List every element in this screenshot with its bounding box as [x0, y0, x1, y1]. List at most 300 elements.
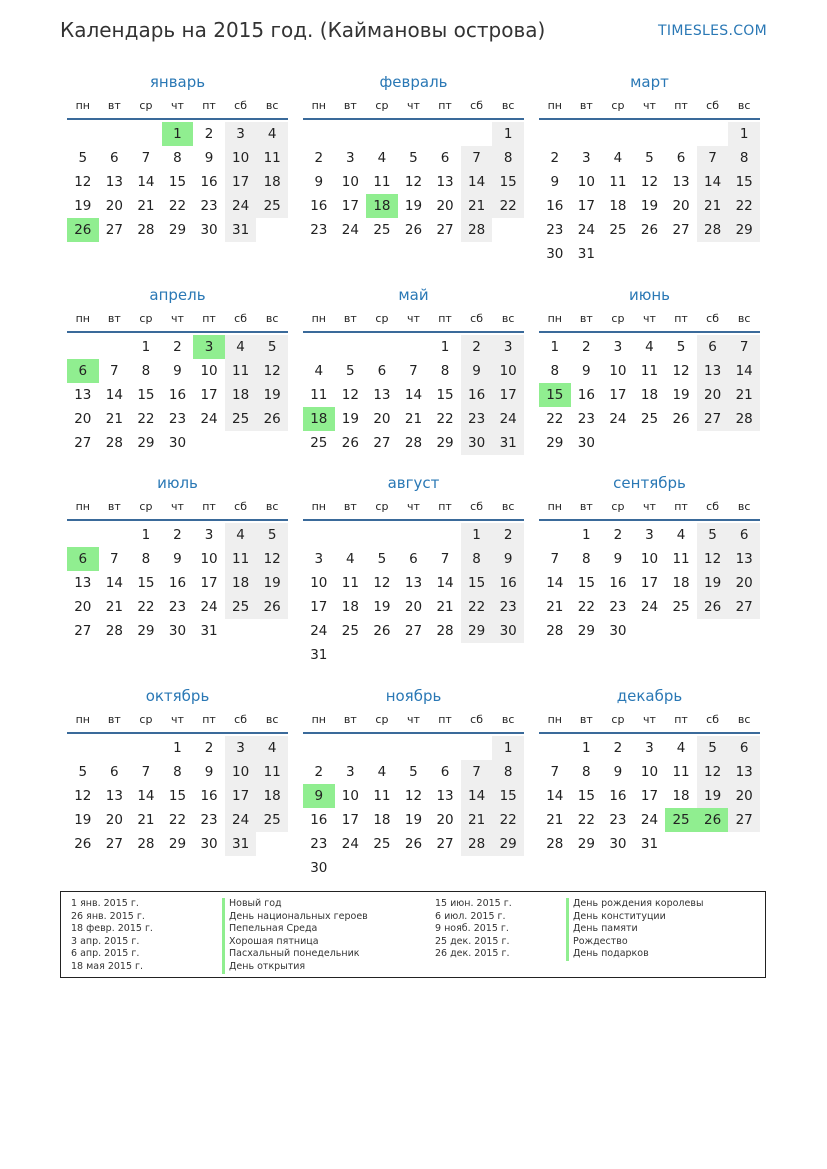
- day-cell: 26: [67, 218, 99, 242]
- day-cell: 3: [204, 527, 214, 543]
- day-cell: 26: [341, 435, 359, 451]
- day-cell: 23: [200, 198, 218, 214]
- day-cell: 1: [550, 339, 560, 355]
- day-cell: 9: [550, 174, 560, 190]
- legend-names-1: [222, 898, 368, 974]
- day-cell: 3: [193, 335, 225, 359]
- empty-cell: [539, 523, 571, 547]
- day-cell: 8: [141, 363, 151, 379]
- day-cell: 6: [67, 359, 99, 383]
- day-cell: 30: [492, 619, 524, 643]
- day-cell: 15: [492, 784, 524, 808]
- day-cell: 10: [577, 174, 595, 190]
- day-cell: 29: [436, 435, 454, 451]
- day-cell: 21: [105, 599, 123, 615]
- empty-cell: [398, 335, 430, 359]
- day-cell: 2: [204, 126, 214, 142]
- weekday-label: вс: [737, 312, 751, 325]
- day-cell: 1: [162, 122, 194, 146]
- day-cell: 27: [672, 222, 690, 238]
- empty-cell: [398, 122, 430, 146]
- holiday-legend: [60, 891, 766, 978]
- day-cell: 11: [341, 575, 359, 591]
- weekday-header: [539, 96, 760, 120]
- day-cell: 4: [256, 122, 288, 146]
- day-cell: 13: [373, 387, 391, 403]
- day-cell: 1: [141, 527, 151, 543]
- day-cell: 15: [577, 788, 595, 804]
- day-cell: 13: [105, 788, 123, 804]
- empty-cell: [398, 736, 430, 760]
- day-cell: 30: [168, 435, 187, 451]
- day-cell: 27: [728, 595, 760, 619]
- page-title: Календарь на 2015 год. (Каймановы острова): [60, 18, 546, 42]
- day-cell: 27: [404, 623, 423, 639]
- day-cell: 18: [225, 383, 257, 407]
- day-cell: 14: [546, 575, 564, 591]
- day-cell: 28: [436, 623, 454, 639]
- day-cell: 11: [225, 547, 257, 571]
- day-cell: 17: [341, 812, 359, 828]
- day-cell: 31: [577, 246, 595, 262]
- day-cell: 10: [341, 788, 359, 804]
- weekday-label: ср: [139, 713, 153, 726]
- day-cell: 18: [225, 571, 257, 595]
- day-cell: 28: [137, 222, 155, 238]
- day-cell: 21: [461, 194, 493, 218]
- day-cell: 2: [492, 523, 524, 547]
- day-cell: 12: [697, 760, 729, 784]
- day-cell: 12: [341, 387, 359, 403]
- day-cell: 9: [204, 764, 214, 780]
- day-cell: 24: [225, 808, 257, 832]
- weekday-label: пн: [311, 99, 326, 112]
- day-grid: [539, 122, 760, 266]
- day-cell: 19: [74, 812, 92, 828]
- day-cell: 13: [74, 575, 92, 591]
- weekday-header: [539, 497, 760, 521]
- empty-cell: [335, 335, 367, 359]
- day-cell: 14: [137, 788, 155, 804]
- day-cell: 9: [492, 547, 524, 571]
- day-cell: 22: [137, 599, 155, 615]
- day-cell: 12: [256, 547, 288, 571]
- day-cell: 22: [436, 411, 454, 427]
- day-cell: 19: [697, 571, 729, 595]
- day-cell: 23: [546, 222, 564, 238]
- day-cell: 23: [609, 599, 627, 615]
- weekday-label: пт: [438, 99, 452, 112]
- empty-cell: [99, 736, 131, 760]
- weekday-label: вс: [501, 500, 515, 513]
- day-cell: 26: [256, 595, 288, 619]
- weekday-label: чт: [407, 99, 420, 112]
- day-cell: 13: [74, 387, 92, 403]
- day-cell: 10: [640, 764, 659, 780]
- day-cell: 27: [436, 836, 454, 852]
- empty-cell: [634, 122, 666, 146]
- day-cell: 29: [137, 623, 155, 639]
- day-cell: 6: [728, 523, 760, 547]
- day-cell: 13: [672, 174, 690, 190]
- day-cell: 17: [577, 198, 595, 214]
- day-cell: 12: [256, 359, 288, 383]
- day-cell: 22: [577, 812, 595, 828]
- day-cell: 10: [225, 146, 257, 170]
- day-cell: 16: [168, 387, 187, 403]
- empty-cell: [539, 122, 571, 146]
- day-cell: 26: [256, 407, 288, 431]
- day-cell: 24: [640, 599, 659, 615]
- day-cell: 19: [640, 198, 659, 214]
- day-cell: 25: [341, 623, 359, 639]
- weekday-header: [67, 710, 288, 734]
- month-name: декабрь: [616, 687, 683, 705]
- weekday-label: ср: [139, 312, 153, 325]
- weekday-header: [539, 309, 760, 333]
- month-name: август: [387, 474, 440, 492]
- day-cell: 28: [546, 623, 564, 639]
- day-cell: 21: [137, 198, 155, 214]
- day-cell: 15: [137, 387, 155, 403]
- weekday-label: пн: [311, 312, 326, 325]
- day-cell: 16: [492, 571, 524, 595]
- day-cell: 17: [225, 784, 257, 808]
- weekday-header: [303, 497, 524, 521]
- empty-cell: [335, 523, 367, 547]
- day-cell: 8: [492, 760, 524, 784]
- weekday-header: [303, 710, 524, 734]
- day-cell: 24: [640, 812, 659, 828]
- day-cell: 11: [225, 359, 257, 383]
- day-cell: 9: [314, 174, 324, 190]
- weekday-label: вс: [737, 500, 751, 513]
- day-cell: 5: [377, 551, 387, 567]
- day-cell: 1: [141, 339, 151, 355]
- day-cell: 7: [110, 363, 119, 379]
- day-cell: 20: [436, 198, 454, 214]
- weekday-label: чт: [643, 312, 656, 325]
- weekday-label: вт: [107, 713, 121, 726]
- day-cell: 13: [404, 575, 423, 591]
- weekday-label: вт: [343, 99, 357, 112]
- day-cell: 7: [550, 551, 560, 567]
- weekday-label: ср: [375, 713, 389, 726]
- day-cell: 19: [697, 784, 729, 808]
- day-cell: 19: [341, 411, 359, 427]
- day-cell: 26: [640, 222, 659, 238]
- weekday-label: чт: [407, 713, 420, 726]
- weekday-label: пт: [202, 713, 216, 726]
- empty-cell: [461, 736, 493, 760]
- empty-cell: [429, 122, 461, 146]
- weekday-label: сб: [470, 312, 484, 325]
- day-cell: 3: [314, 551, 324, 567]
- day-cell: 2: [461, 335, 493, 359]
- legend-holiday-name: День открытия: [222, 961, 368, 974]
- day-cell: 25: [225, 407, 257, 431]
- day-cell: 23: [168, 411, 187, 427]
- day-cell: 17: [200, 387, 218, 403]
- weekday-label: вт: [579, 713, 593, 726]
- day-cell: 12: [672, 363, 690, 379]
- month-1: [67, 71, 288, 242]
- day-cell: 26: [74, 836, 92, 852]
- weekday-label: сб: [470, 500, 484, 513]
- day-cell: 6: [440, 150, 450, 166]
- day-grid: [67, 122, 288, 242]
- day-cell: 25: [256, 194, 288, 218]
- month-name: ноябрь: [385, 687, 442, 705]
- site-link[interactable]: TIMESLES.COM: [658, 23, 767, 39]
- day-cell: 14: [697, 170, 729, 194]
- day-cell: 16: [577, 387, 595, 403]
- day-cell: 11: [373, 174, 391, 190]
- weekday-label: пн: [75, 312, 90, 325]
- legend-holiday-name: День подарков: [566, 948, 703, 961]
- weekday-label: сб: [706, 500, 720, 513]
- day-cell: 15: [728, 170, 760, 194]
- day-cell: 13: [697, 359, 729, 383]
- day-cell: 4: [256, 736, 288, 760]
- day-cell: 31: [225, 832, 257, 856]
- day-cell: 19: [256, 571, 288, 595]
- day-cell: 9: [582, 363, 591, 379]
- day-cell: 31: [200, 623, 218, 639]
- empty-cell: [303, 335, 335, 359]
- weekday-header: [67, 309, 288, 333]
- day-grid: [539, 335, 760, 455]
- legend-dates-1: [71, 898, 153, 974]
- day-cell: 25: [373, 836, 391, 852]
- weekday-label: чт: [171, 312, 184, 325]
- day-cell: 22: [492, 194, 524, 218]
- day-cell: 24: [200, 411, 218, 427]
- day-cell: 20: [74, 599, 92, 615]
- day-cell: 7: [409, 363, 418, 379]
- weekday-label: пн: [311, 500, 326, 513]
- weekday-label: чт: [171, 713, 184, 726]
- day-cell: 23: [492, 595, 524, 619]
- day-cell: 2: [550, 150, 560, 166]
- legend-holiday-name: День конституции: [566, 911, 703, 924]
- weekday-label: вс: [501, 312, 515, 325]
- weekday-label: сб: [470, 713, 484, 726]
- day-cell: 20: [728, 571, 760, 595]
- month-name: июль: [157, 474, 198, 492]
- day-cell: 25: [640, 411, 659, 427]
- day-cell: 23: [168, 599, 187, 615]
- legend-names-2: [566, 898, 703, 961]
- weekday-label: пт: [202, 99, 216, 112]
- day-cell: 22: [492, 808, 524, 832]
- empty-cell: [67, 122, 99, 146]
- day-cell: 11: [640, 363, 659, 379]
- day-cell: 23: [310, 222, 328, 238]
- month-name: июнь: [628, 286, 671, 304]
- empty-cell: [539, 736, 571, 760]
- month-3: [539, 71, 760, 266]
- day-cell: 28: [546, 836, 564, 852]
- empty-cell: [366, 122, 398, 146]
- legend-holiday-name: Хорошая пятница: [222, 936, 368, 949]
- day-cell: 15: [492, 170, 524, 194]
- day-cell: 14: [546, 788, 564, 804]
- day-cell: 13: [728, 760, 760, 784]
- weekday-label: сб: [234, 99, 248, 112]
- weekday-label: вс: [737, 99, 751, 112]
- day-cell: 6: [110, 150, 119, 166]
- day-cell: 17: [640, 575, 659, 591]
- day-cell: 14: [137, 174, 155, 190]
- weekday-label: ср: [611, 713, 625, 726]
- empty-cell: [461, 122, 493, 146]
- day-cell: 9: [173, 551, 182, 567]
- day-cell: 29: [577, 623, 595, 639]
- day-cell: 2: [314, 764, 324, 780]
- day-cell: 20: [436, 812, 454, 828]
- day-grid: [303, 122, 524, 242]
- weekday-label: ср: [139, 99, 153, 112]
- legend-holiday-name: День рождения королевы: [566, 898, 703, 911]
- day-cell: 1: [173, 740, 182, 756]
- day-cell: 6: [728, 736, 760, 760]
- day-cell: 2: [613, 527, 623, 543]
- weekday-label: чт: [643, 713, 656, 726]
- day-cell: 6: [676, 150, 686, 166]
- empty-cell: [335, 122, 367, 146]
- month-10: [67, 685, 288, 856]
- day-cell: 1: [582, 527, 591, 543]
- day-cell: 22: [546, 411, 564, 427]
- weekday-label: вт: [343, 312, 357, 325]
- month-name: январь: [149, 73, 206, 91]
- weekday-label: пн: [75, 713, 90, 726]
- day-cell: 23: [310, 836, 328, 852]
- day-cell: 22: [577, 599, 595, 615]
- weekday-label: вс: [737, 713, 751, 726]
- weekday-label: пт: [438, 312, 452, 325]
- day-cell: 16: [310, 812, 328, 828]
- day-cell: 28: [105, 435, 123, 451]
- day-cell: 25: [225, 595, 257, 619]
- legend-date: 6 июл. 2015 г.: [435, 910, 506, 922]
- day-cell: 18: [672, 788, 690, 804]
- weekday-label: сб: [470, 99, 484, 112]
- day-cell: 1: [582, 740, 591, 756]
- day-cell: 4: [377, 150, 387, 166]
- day-cell: 28: [105, 623, 123, 639]
- day-cell: 18: [256, 784, 288, 808]
- day-cell: 27: [373, 435, 391, 451]
- legend-date: 6 апр. 2015 г.: [71, 948, 140, 960]
- day-cell: 25: [672, 599, 690, 615]
- day-cell: 31: [640, 836, 659, 852]
- day-cell: 8: [582, 764, 591, 780]
- day-cell: 3: [225, 736, 257, 760]
- day-cell: 27: [697, 407, 729, 431]
- day-grid: [539, 736, 760, 856]
- weekday-label: вт: [107, 99, 121, 112]
- empty-cell: [398, 523, 430, 547]
- weekday-label: вс: [265, 312, 279, 325]
- day-cell: 28: [728, 407, 760, 431]
- day-cell: 15: [137, 575, 155, 591]
- month-name: апрель: [149, 286, 206, 304]
- day-cell: 29: [728, 218, 760, 242]
- day-cell: 17: [310, 599, 328, 615]
- day-cell: 24: [577, 222, 595, 238]
- weekday-label: пн: [547, 500, 562, 513]
- day-grid: [303, 523, 524, 667]
- weekday-label: вс: [265, 500, 279, 513]
- empty-cell: [366, 523, 398, 547]
- legend-date: 15 июн. 2015 г.: [435, 898, 512, 909]
- day-cell: 20: [105, 812, 123, 828]
- day-cell: 21: [436, 599, 454, 615]
- day-cell: 12: [404, 174, 423, 190]
- day-cell: 31: [492, 431, 524, 455]
- day-cell: 17: [640, 788, 659, 804]
- empty-cell: [99, 335, 131, 359]
- day-cell: 24: [310, 623, 328, 639]
- weekday-label: ср: [375, 99, 389, 112]
- day-cell: 7: [110, 551, 119, 567]
- empty-cell: [130, 122, 162, 146]
- day-cell: 10: [341, 174, 359, 190]
- day-cell: 28: [137, 836, 155, 852]
- day-cell: 30: [200, 836, 218, 852]
- empty-cell: [697, 122, 729, 146]
- weekday-label: ср: [611, 312, 625, 325]
- weekday-header: [303, 96, 524, 120]
- day-cell: 6: [110, 764, 119, 780]
- day-cell: 9: [613, 764, 623, 780]
- day-cell: 26: [697, 595, 729, 619]
- day-cell: 18: [373, 812, 391, 828]
- day-cell: 5: [645, 150, 654, 166]
- day-cell: 5: [256, 523, 288, 547]
- day-cell: 19: [74, 198, 92, 214]
- day-cell: 16: [546, 198, 564, 214]
- day-cell: 14: [728, 359, 760, 383]
- day-cell: 13: [436, 174, 454, 190]
- day-cell: 25: [609, 222, 627, 238]
- day-cell: 25: [373, 222, 391, 238]
- day-cell: 15: [436, 387, 454, 403]
- day-cell: 12: [640, 174, 659, 190]
- weekday-label: пн: [547, 312, 562, 325]
- day-cell: 27: [105, 836, 123, 852]
- weekday-label: чт: [643, 500, 656, 513]
- month-name: февраль: [379, 73, 448, 91]
- weekday-label: пт: [674, 99, 688, 112]
- day-cell: 10: [200, 551, 218, 567]
- empty-cell: [665, 122, 697, 146]
- day-cell: 2: [173, 527, 182, 543]
- day-cell: 8: [141, 551, 151, 567]
- empty-cell: [67, 523, 99, 547]
- day-cell: 9: [461, 359, 493, 383]
- empty-cell: [571, 122, 603, 146]
- day-cell: 31: [225, 218, 257, 242]
- day-cell: 2: [314, 150, 324, 166]
- day-cell: 31: [310, 647, 328, 663]
- weekday-label: пт: [438, 500, 452, 513]
- day-cell: 29: [461, 619, 493, 643]
- day-cell: 18: [341, 599, 359, 615]
- legend-date: 25 дек. 2015 г.: [435, 935, 510, 947]
